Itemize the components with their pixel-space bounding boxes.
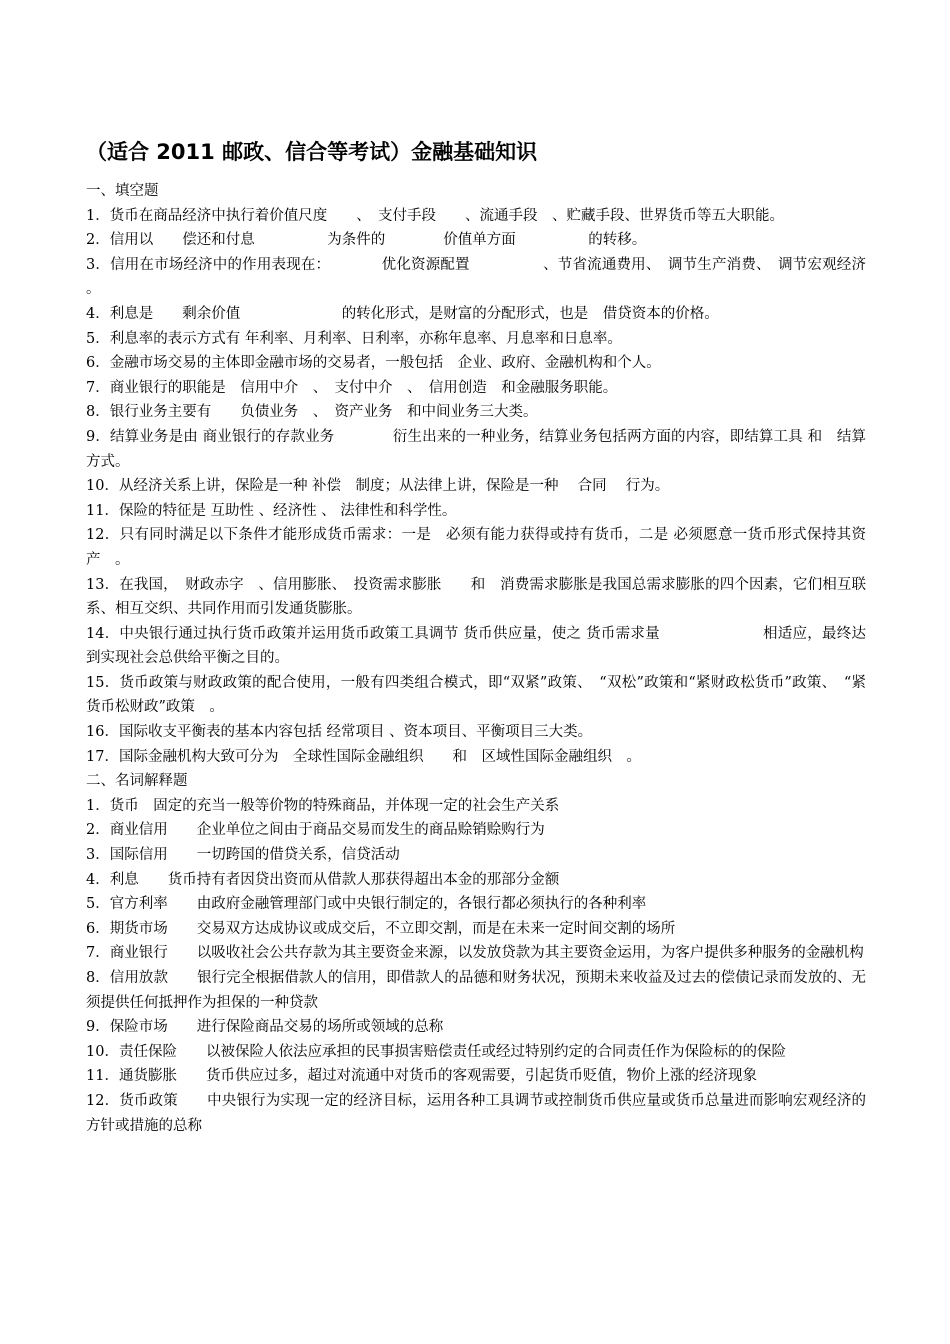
list-item: 17．国际金融机构大致可分为 全球性国际金融组织 和 区域性国际金融组织 。 <box>86 748 641 765</box>
list-item: 15．货币政策与财政政策的配合使用，一般有四类组合模式，即“双紧”政策、 “双松”政策和“紧财政松货币”政策、 “紧货币松财政”政策 。 <box>86 674 866 716</box>
document-title: （适合 2011 邮政、信合等考试）金融基础知识 <box>86 140 538 164</box>
section-heading: 二、名词解释题 <box>86 773 188 790</box>
list-item: 4．利息是 剩余价值 的转化形式，是财富的分配形式，也是 借贷资本的价格。 <box>86 305 719 322</box>
list-item: 9．保险市场 进行保险商品交易的场所或领域的总称 <box>86 1019 444 1036</box>
list-item: 11．保险的特征是 互助性 、经济性 、 法律性和科学性。 <box>86 502 457 519</box>
list-item: 2．信用以 偿还和付息 为条件的 价值单方面 的转移。 <box>86 232 647 249</box>
list-item: 12．只有同时满足以下条件才能形成货币需求：一是 必须有能力获得或持有货币，二是 必须愿意一货币形式保持其资产 。 <box>86 527 866 568</box>
list-item: 14．中央银行通过执行货币政策并运用货币政策工具调节 货币供应量，使之 货币需求量 相适应，最终达到实现社会总供给平衡之目的。 <box>86 625 866 667</box>
list-item: 13．在我国， 财政赤字 、信用膨胀、 投资需求膨胀 和 消费需求膨胀是我国总需求膨胀的四个因素，它们相互联系、相互交织、共同作用而引发通货膨胀。 <box>86 576 866 618</box>
list-item: 16．国际收支平衡表的基本内容包括 经常项目 、资本项目、平衡项目三大类。 <box>86 724 593 741</box>
list-item: 11．通货膨胀 货币供应过多，超过对流通中对货币的客观需要，引起货币贬值，物价上涨的经济现象 <box>86 1068 757 1085</box>
list-item: 6．期货市场 交易双方达成协议或成交后，不立即交割，而是在未来一定时间交割的场所 <box>86 920 676 937</box>
list-item: 1．货币 固定的充当一般等价物的特殊商品，并体现一定的社会生产关系 <box>86 797 560 814</box>
list-item: 10．从经济关系上讲，保险是一种 补偿 制度；从法律上讲，保险是一种 合同 行为。 <box>86 478 670 495</box>
list-item: 10．责任保险 以被保险人依法应承担的民事损害赔偿责任或经过特别约定的合同责任作为保险标的的保险 <box>86 1043 786 1060</box>
list-item: 6．金融市场交易的主体即金融市场的交易者，一般包括 企业、政府、金融机构和个人。 <box>86 355 661 372</box>
list-item: 7．商业银行的职能是 信用中介 、 支付中介 、 信用创造 和金融服务职能。 <box>86 379 618 396</box>
section-term-definitions <box>86 769 866 1138</box>
list-item: 1．货币在商品经济中执行着价值尺度 、 支付手段 、流通手段 、贮藏手段、世界货币等五大职能。 <box>86 207 784 224</box>
section-fill-in-blank <box>86 179 939 769</box>
list-item: 5．官方利率 由政府金融管理部门或中央银行制定的，各银行都必须执行的各种利率 <box>86 896 647 913</box>
list-item: 3．国际信用 一切跨国的借贷关系，信贷活动 <box>86 847 400 864</box>
list-item: 8．信用放款 银行完全根据借款人的信用，即借款人的品德和财务状况，预期未来收益及过去的偿债记录而发放的、无须提供任何抵押作为担保的一种贷款 <box>86 970 866 1011</box>
list-item: 4．利息 货币持有者因贷出资而从借款人那获得超出本金的那部分金额 <box>86 871 560 888</box>
list-item: 8．银行业务主要有 负债业务 、 资产业务 和中间业务三大类。 <box>86 404 538 421</box>
list-item: 2．商业信用 企业单位之间由于商品交易而发生的商品赊销赊购行为 <box>86 822 545 839</box>
list-item: 7．商业银行 以吸收社会公共存款为其主要资金来源，以发放贷款为其主要资金运用，为客户提供多种服务的金融机构 <box>86 945 864 962</box>
list-item: 12．货币政策 中央银行为实现一定的经济目标，运用各种工具调节或控制货币供应量或货币总量进而影响宏观经济的方针或措施的总称 <box>86 1092 866 1134</box>
list-item: 5．利息率的表示方式有 年利率、月利率、日利率，亦称年息率、月息率和日息率。 <box>86 330 622 347</box>
section-heading: 一、填空题 <box>86 183 159 199</box>
list-item: 3．信用在市场经济中的作用表现在： 优化资源配置 、节省流通费用、 调节生产消费、 调节宏观经济 。 <box>86 256 939 298</box>
list-item: 9．结算业务是由 商业银行的存款业务 衍生出来的一种业务，结算业务包括两方面的内容，即结算工具 和 结算方式。 <box>86 428 866 470</box>
document-page <box>86 137 939 1138</box>
